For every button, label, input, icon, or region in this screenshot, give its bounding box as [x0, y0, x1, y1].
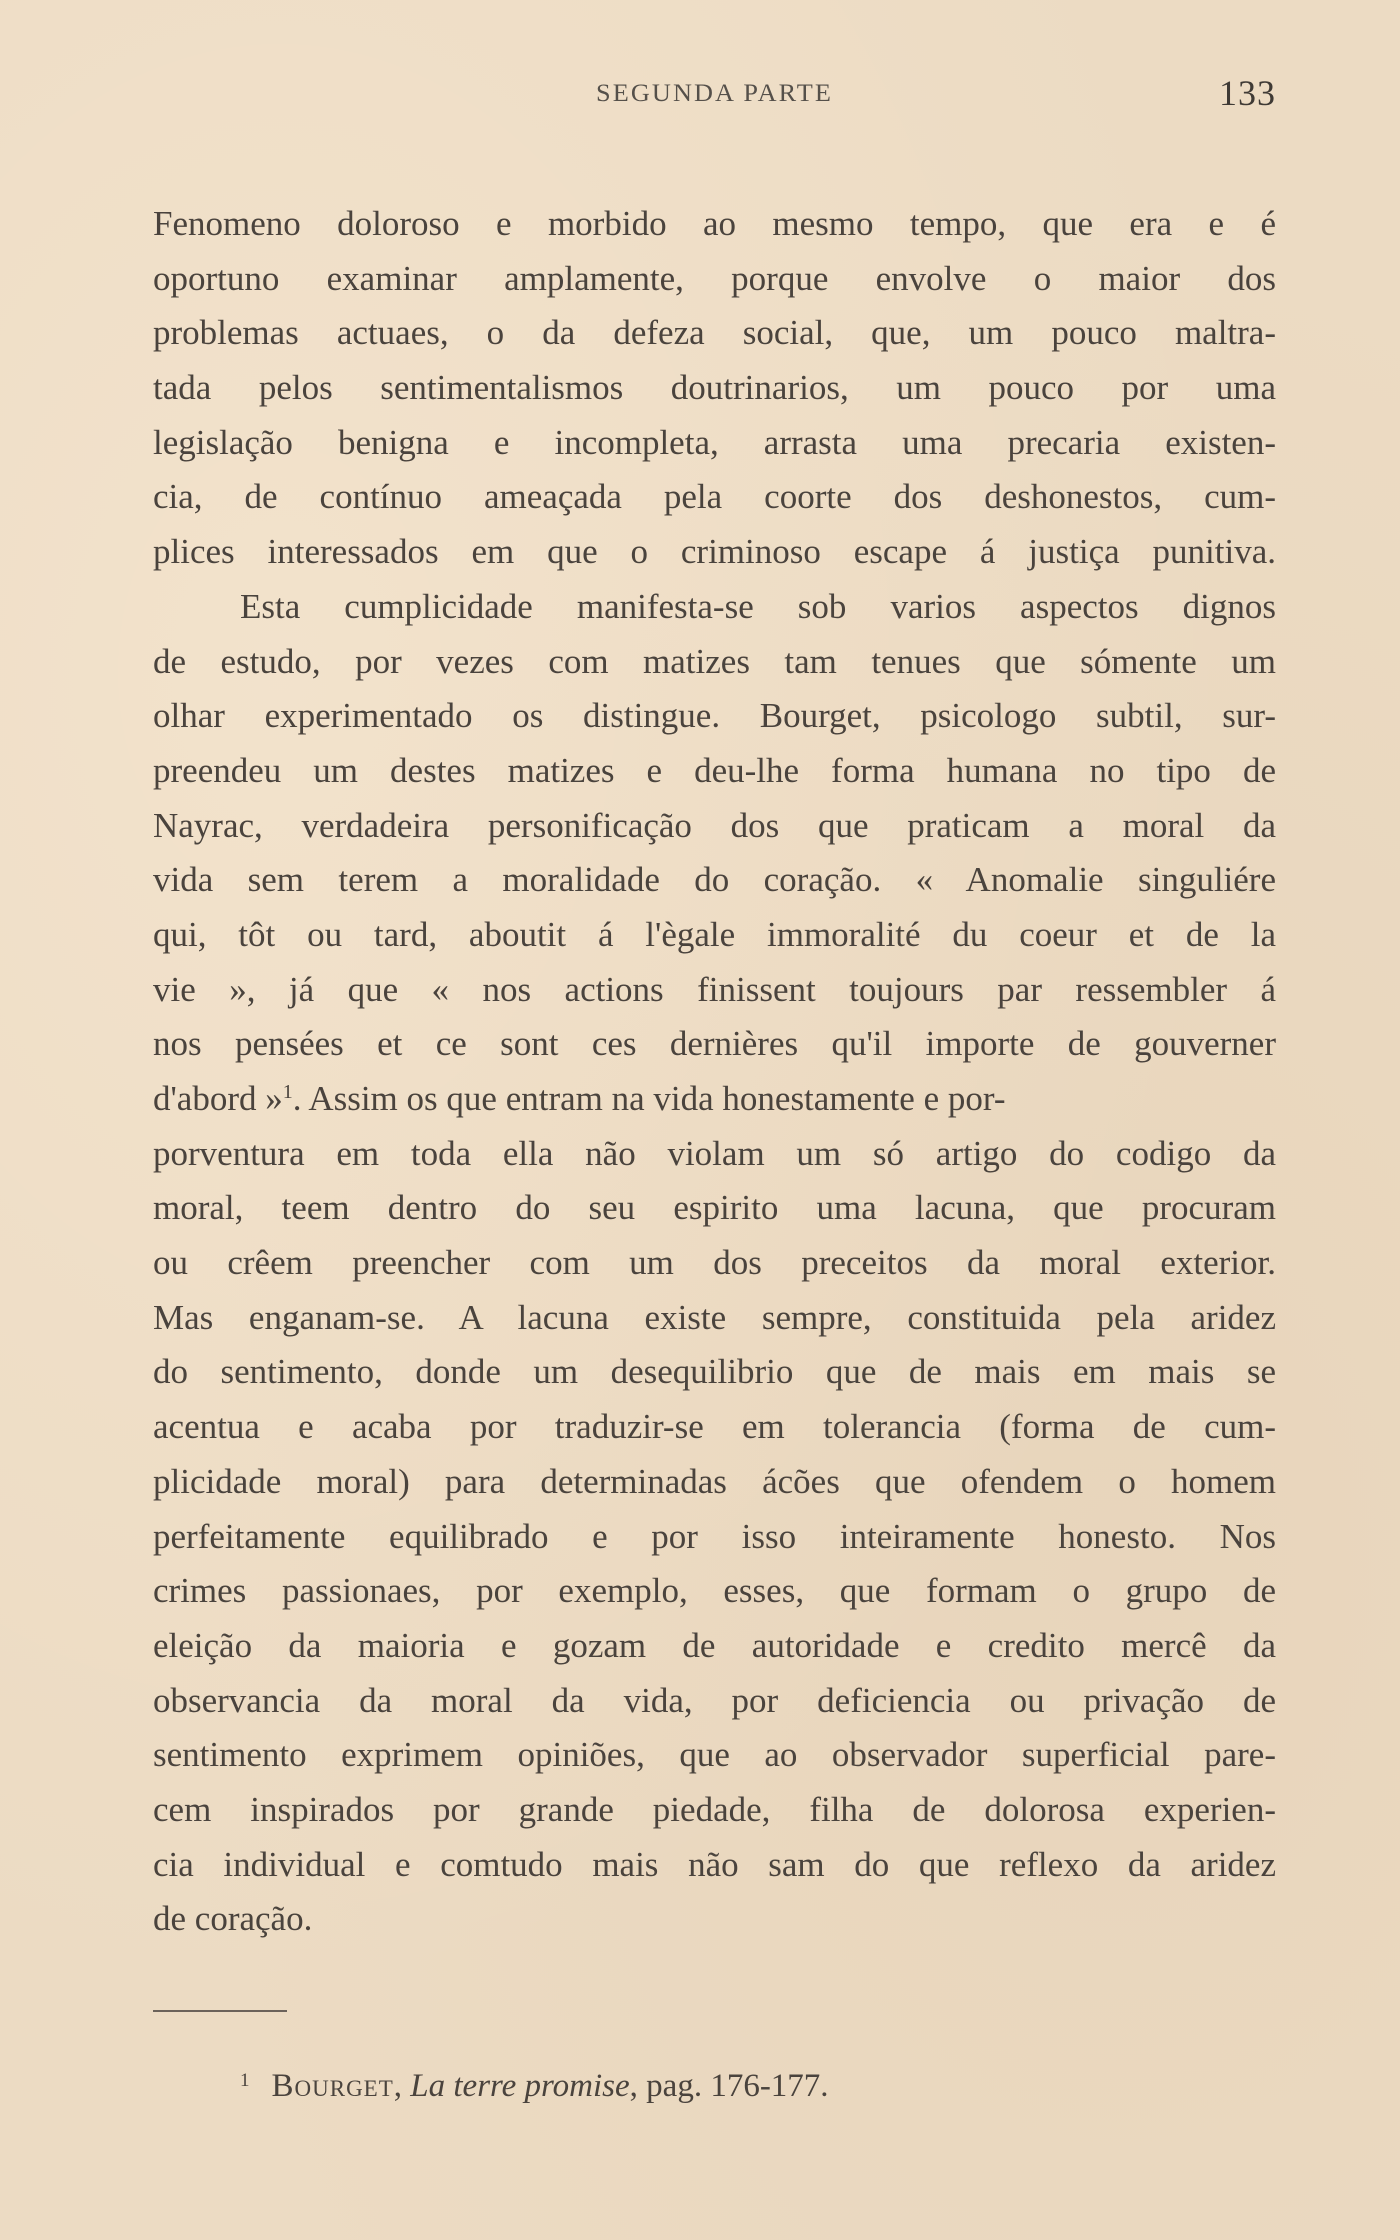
- text-line: do sentimento, donde um desequilibrio que de mais em mais se: [153, 1352, 1276, 1392]
- text-line: ou crêem preencher com um dos preceitos da moral exterior.: [153, 1243, 1276, 1283]
- page-number: 133: [1219, 73, 1276, 113]
- text-line: legislação benigna e incompleta, arrasta uma precaria existen-: [153, 422, 1276, 462]
- text-line: olhar experimentado os distingue. Bourget, psicologo subtil, sur-: [153, 696, 1276, 736]
- text-line: sentimento exprimem opiniões, que ao observador superficial pare-: [153, 1735, 1276, 1775]
- text-line: nos pensées et ce sont ces dernières qu'il importe de gouverner: [153, 1024, 1276, 1064]
- text-line: Mas enganam-se. A lacuna existe sempre, constituida pela aridez: [153, 1297, 1276, 1337]
- text-line: Esta cumplicidade manifesta-se sob varios aspectos dignos: [240, 586, 1276, 626]
- text-line: crimes passionaes, por exemplo, esses, que formam o grupo de: [153, 1571, 1276, 1611]
- text-line: perfeitamente equilibrado e por isso inteiramente honesto. Nos: [153, 1516, 1276, 1556]
- text-line: Nayrac, verdadeira personificação dos que praticam a moral da: [153, 805, 1276, 845]
- text-line: vie », já que « nos actions finissent toujours par ressembler á: [153, 969, 1276, 1009]
- text-line: Fenomeno doloroso e morbido ao mesmo tempo, que era e é: [153, 204, 1276, 243]
- text-line: cia individual e comtudo mais não sam do que reflexo da aridez: [153, 1844, 1276, 1884]
- footnote-book-title: La terre promise: [410, 2068, 630, 2104]
- footnote-pages: , pag. 176-177.: [629, 2068, 829, 2104]
- text-line: plices interessados em que o criminoso escape á justiça punitiva.: [153, 532, 1276, 572]
- text-line: porventura em toda ella não violam um só artigo do codigo da: [153, 1133, 1276, 1173]
- body-text: [153, 197, 1276, 1947]
- text-line: acentua e acaba por traduzir-se em tolerancia (forma de cum-: [153, 1407, 1276, 1447]
- page-header: [153, 73, 1276, 120]
- text-fragment: d'abord »: [153, 1079, 283, 1118]
- text-line: problemas actuaes, o da defeza social, que, um pouco maltra-: [153, 313, 1276, 353]
- footnote-separator-text: ,: [393, 2068, 411, 2104]
- text-line: moral, teem dentro do seu espirito uma lacuna, que procuram: [153, 1188, 1276, 1228]
- text-line: plicidade moral) para determinadas ácões que ofendem o homem: [153, 1461, 1276, 1501]
- text-line-with-footnote-ref: [153, 1072, 1276, 1127]
- text-line: observancia da moral da vida, por deficiencia ou privação de: [153, 1680, 1276, 1720]
- footnote-author: Bourget: [271, 2068, 394, 2104]
- text-line: preendeu um destes matizes e deu-lhe forma humana no tipo de: [153, 750, 1276, 790]
- footnote-separator: [153, 2010, 287, 2012]
- running-title: SEGUNDA PARTE: [595, 80, 833, 107]
- text-line: de estudo, por vezes com matizes tam tenues que sómente um: [153, 641, 1276, 681]
- text-line: cem inspirados por grande piedade, filha de dolorosa experien-: [153, 1789, 1276, 1829]
- text-fragment: . Assim os que entram na vida honestamente e por-: [292, 1079, 1006, 1118]
- footnote-reference[interactable]: 1: [282, 1081, 293, 1103]
- text-line: eleição da maioria e gozam de autoridade e credito mercê da: [153, 1625, 1276, 1665]
- text-line: vida sem terem a moralidade do coração. « Anomalie singuliére: [153, 860, 1276, 900]
- text-line: oportuno examinar amplamente, porque envolve o maior dos: [153, 258, 1276, 298]
- text-line: qui, tôt ou tard, aboutit á l'ègale immoralité du coeur et de la: [153, 914, 1276, 954]
- text-line: cia, de contínuo ameaçada pela coorte dos deshonestos, cum-: [153, 477, 1276, 517]
- text-line: de coração.: [153, 1899, 313, 1939]
- text-line: tada pelos sentimentalismos doutrinarios, um pouco por uma: [153, 368, 1276, 408]
- footnote: [240, 2068, 829, 2105]
- footnote-number: 1: [240, 2070, 250, 2091]
